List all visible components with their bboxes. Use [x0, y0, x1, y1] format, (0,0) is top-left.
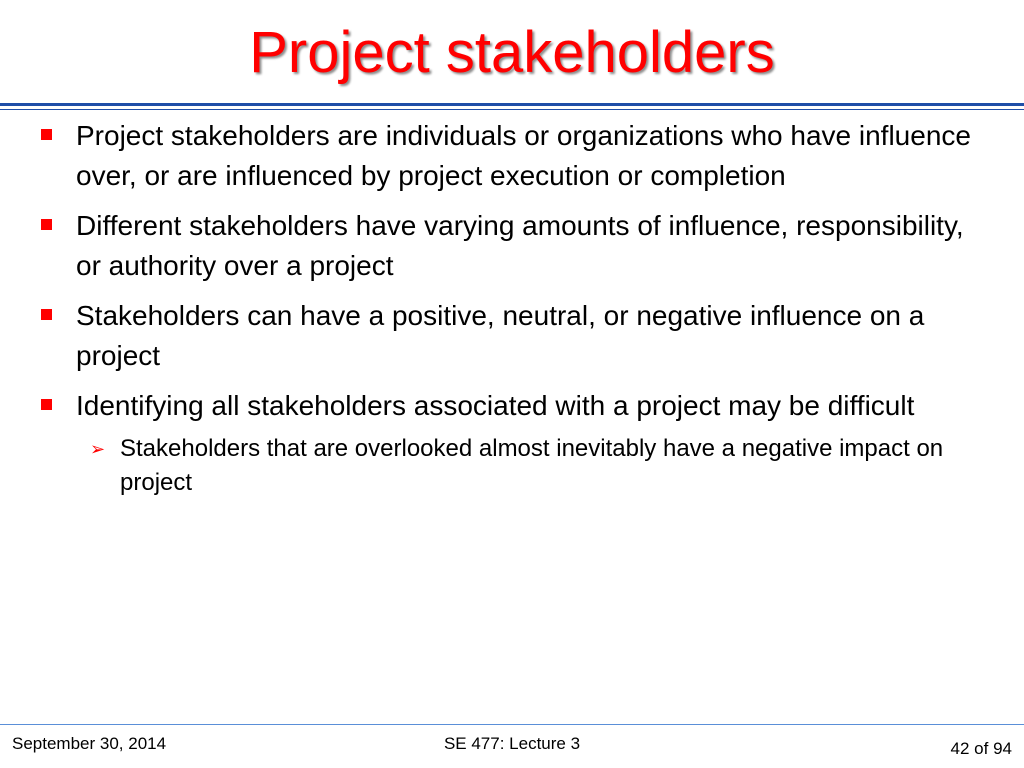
square-bullet-icon — [41, 219, 52, 230]
title-divider-thick — [0, 103, 1024, 106]
footer-date: September 30, 2014 — [12, 734, 167, 753]
sub-bullet-text: Stakeholders that are overlooked almost inevitably have a negative impact on project — [120, 435, 944, 496]
square-bullet-icon — [41, 399, 52, 410]
arrowhead-bullet-icon: ➢ — [90, 439, 106, 459]
footer-divider — [0, 724, 1024, 725]
square-bullet-icon — [41, 129, 52, 140]
bullet-text: Stakeholders can have a positive, neutral, or negative influence on a project — [76, 300, 925, 371]
bullet-text: Project stakeholders are individuals or organizations who have influence over, or are influenced by project execution or completion — [76, 120, 971, 191]
bullet-item — [76, 296, 996, 376]
title-divider-thin — [0, 109, 1024, 110]
footer-course: SE 477: Lecture 3 — [443, 734, 581, 753]
slide-content — [0, 116, 1024, 500]
bullet-item — [76, 206, 996, 286]
bullet-text: Different stakeholders have varying amounts of influence, responsibility, or authority over a project — [76, 210, 964, 281]
bullet-item — [76, 386, 996, 426]
bullet-text: Identifying all stakeholders associated with a project may be difficult — [76, 390, 915, 421]
slide-title: Project stakeholders — [249, 20, 775, 85]
square-bullet-icon — [41, 309, 52, 320]
footer-page-number: 42 of 94 — [950, 739, 1012, 758]
sub-bullet-item — [90, 432, 980, 500]
bullet-item — [76, 116, 996, 196]
